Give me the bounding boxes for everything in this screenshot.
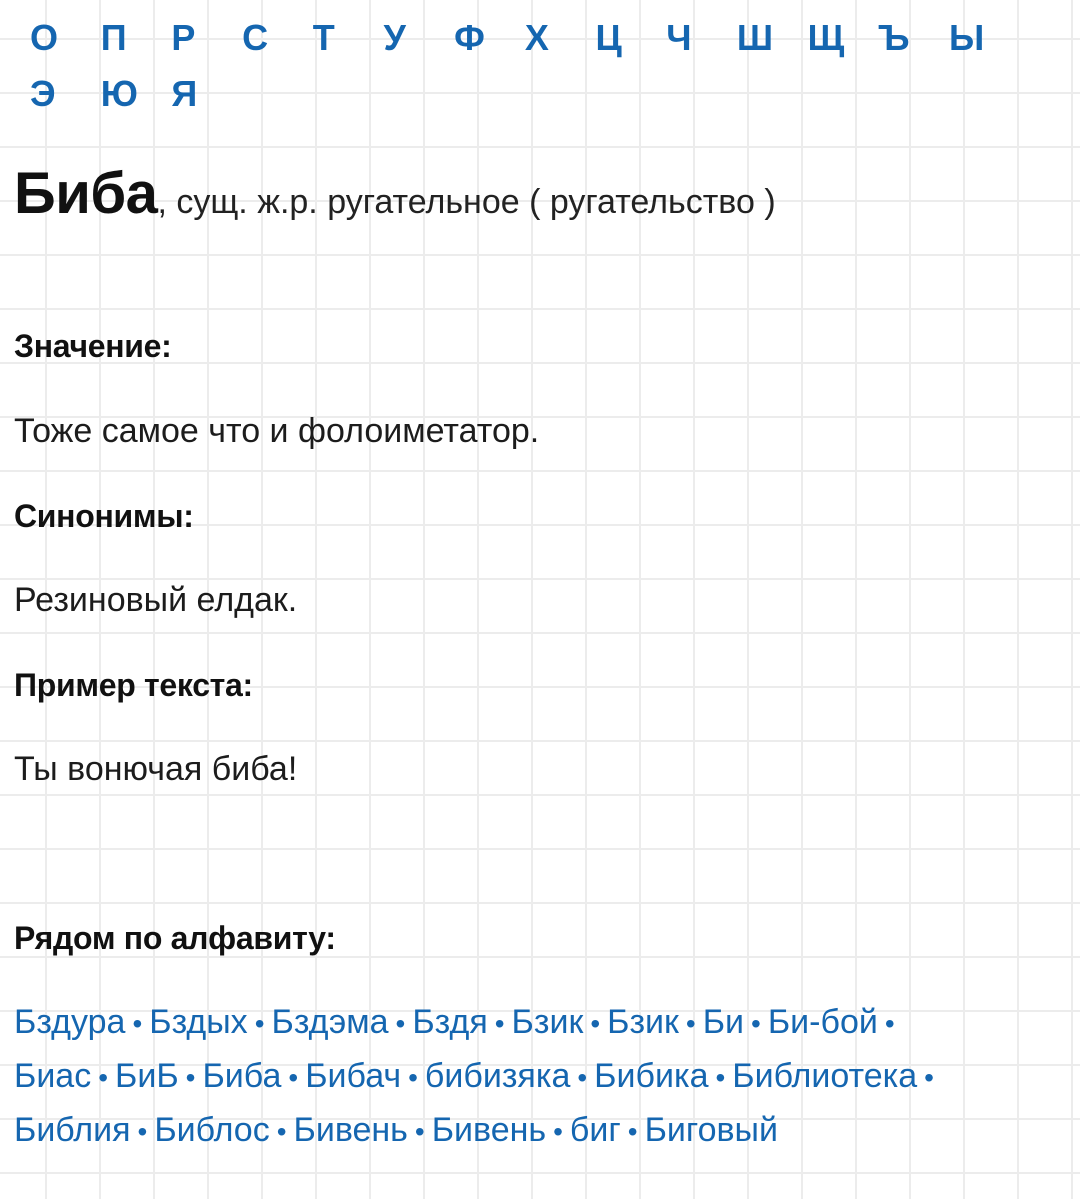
alphabet-row-2 [14, 66, 1074, 122]
nearby-link[interactable]: биг [569, 1111, 621, 1149]
nearby-link[interactable]: Биговый [644, 1111, 778, 1149]
separator-dot: • [254, 1008, 265, 1039]
nearby-link[interactable]: БиБ [115, 1057, 179, 1095]
entry-word: Биба [14, 161, 158, 226]
separator-dot: • [137, 1116, 148, 1147]
nearby-link[interactable]: Бзик [511, 1003, 584, 1041]
nearby-link[interactable]: Бздэма [271, 1003, 389, 1041]
letter-link-o[interactable]: О [30, 17, 59, 58]
nearby-link[interactable]: Бивень [431, 1111, 547, 1149]
letter-link-ya[interactable]: Я [171, 73, 198, 114]
letter-link-e[interactable]: Э [30, 73, 56, 114]
example-text: Ты вонючая биба! [14, 750, 298, 788]
nearby-link[interactable]: Бивень [293, 1111, 408, 1149]
letter-link-kh[interactable]: Х [524, 17, 549, 58]
separator-dot: • [132, 1008, 143, 1039]
meaning-text: Тоже самое что и фолоиметатор. [14, 412, 540, 450]
nearby-link[interactable]: Бзик [607, 1003, 679, 1041]
nearby-link[interactable]: Бздя [412, 1003, 488, 1041]
nearby-link[interactable]: Бибач [305, 1057, 402, 1095]
nearby-link[interactable]: Биас [14, 1057, 92, 1095]
letter-link-f[interactable]: Ф [454, 17, 485, 58]
letter-link-r[interactable]: Р [171, 17, 196, 58]
separator-dot: • [288, 1062, 299, 1093]
alphabet-row-1 [14, 10, 1074, 66]
synonyms-text: Резиновый елдак. [14, 581, 298, 619]
nearby-link-current[interactable]: Биба [202, 1057, 282, 1095]
letter-link-y[interactable]: Ы [948, 17, 985, 58]
nearby-words [14, 996, 1074, 1158]
separator-dot: • [414, 1116, 425, 1147]
nearby-link[interactable]: Бздура [14, 1003, 126, 1041]
letter-link-ts[interactable]: Ц [595, 17, 622, 58]
nearby-link[interactable]: Би [702, 1003, 745, 1041]
nearby-line-1 [14, 996, 1074, 1050]
separator-dot: • [590, 1008, 601, 1039]
alphabet-nav [14, 10, 1074, 122]
example-label: Пример текста: [14, 667, 253, 703]
nearby-link[interactable]: Би-бой [767, 1003, 878, 1041]
letter-link-yu[interactable]: Ю [100, 73, 138, 114]
separator-dot: • [185, 1062, 196, 1093]
separator-dot: • [685, 1008, 696, 1039]
separator-dot: • [276, 1116, 287, 1147]
separator-dot: • [98, 1062, 109, 1093]
letter-link-sh[interactable]: Ш [736, 17, 774, 58]
separator-dot: • [408, 1062, 418, 1093]
separator-dot: • [553, 1116, 563, 1147]
entry-grammar: , сущ. ж.р. ругательное ( ругательство ) [157, 183, 776, 221]
separator-dot: • [627, 1116, 638, 1147]
nearby-link[interactable]: Библия [14, 1111, 131, 1149]
nearby-link[interactable]: Бибика [594, 1057, 709, 1095]
letter-link-s[interactable]: С [242, 17, 269, 58]
nearby-line-2 [14, 1050, 1074, 1104]
nearby-line-3 [14, 1104, 1074, 1158]
entry-header [14, 160, 776, 227]
nearby-link[interactable]: бибизяка [424, 1057, 571, 1095]
separator-dot: • [924, 1062, 934, 1093]
separator-dot: • [577, 1062, 588, 1093]
letter-link-u[interactable]: У [383, 17, 406, 58]
separator-dot: • [751, 1008, 761, 1039]
letter-link-shch[interactable]: Щ [807, 17, 845, 58]
separator-dot: • [395, 1008, 406, 1039]
separator-dot: • [884, 1008, 895, 1039]
nearby-link[interactable]: Библиотека [732, 1057, 918, 1095]
letter-link-hard-sign[interactable]: Ъ [878, 17, 910, 58]
nearby-label: Рядом по алфавиту: [14, 920, 336, 956]
nearby-link[interactable]: Библос [154, 1111, 270, 1149]
separator-dot: • [494, 1008, 505, 1039]
meaning-label: Значение: [14, 328, 172, 364]
letter-link-t[interactable]: Т [312, 17, 335, 58]
separator-dot: • [715, 1062, 726, 1093]
synonyms-label: Синонимы: [14, 498, 194, 534]
letter-link-ch[interactable]: Ч [666, 17, 692, 58]
nearby-link[interactable]: Бздых [149, 1003, 248, 1041]
letter-link-p[interactable]: П [100, 17, 127, 58]
